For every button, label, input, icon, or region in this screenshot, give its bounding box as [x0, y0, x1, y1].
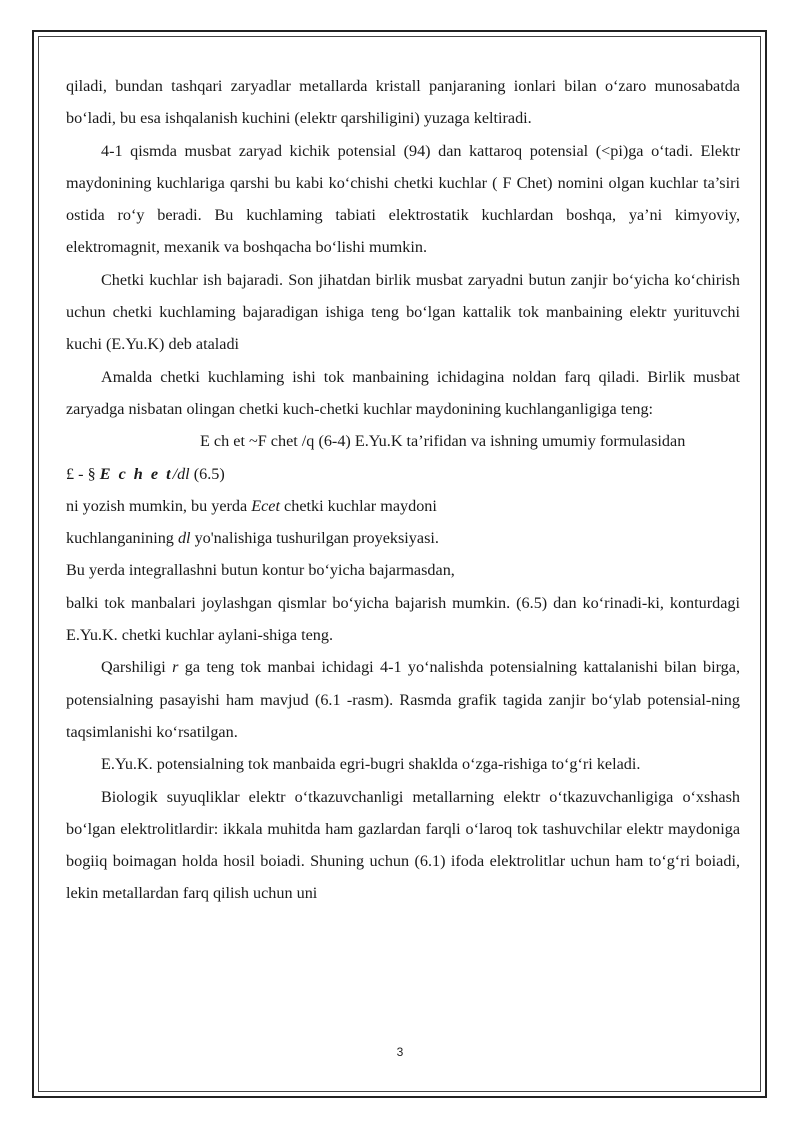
line-ni-ecet: Ecet	[251, 496, 280, 515]
line-kuch-dl: dl	[177, 529, 191, 548]
paragraph-formula-6-4: E ch et ~F chet /q (6-4) E.Yu.K ta’rifidan va ishning umumiy formulasidan	[200, 432, 686, 451]
formula-bold-italic: E c h e t	[99, 464, 173, 483]
paragraph-biologik: Biologik suyuqliklar elektr o‘tkazuvchanligi metallarning elektr o‘tkazuvchanligiga o‘xshash bo‘lgan elektrolitlardir: ikkala muhitda ham gazlardan farqli o‘laroq tok tashuvchilar elektr maydoniga bogiiq boimagan holda hosil boiadi. Shuning uchun (6.1) ifoda elektrolitlar uchun ham to‘g‘ri boiadi, lekin metallardan farq qilish uchun uni	[66, 787, 740, 903]
qarsh-text-1: Qarshiligi	[101, 658, 173, 677]
formula-number: (6.5)	[193, 464, 225, 483]
page-number: 3	[396, 1045, 404, 1059]
line-ni-text-2: chetki kuchlar maydoni	[280, 496, 437, 515]
paragraph-4: Amalda chetki kuchlaming ishi tok manbaining ichidagina noldan farq qiladi. Birlik musbat zaryadga nisbatan olingan chetki kuch-chetki kuchlar maydonining kuchlanganligiga teng:	[66, 367, 740, 418]
line-balki: balki tok manbalari joylashgan qismlar bo‘yicha bajarish mumkin. (6.5) dan ko‘rinadi-ki, konturdagi E.Yu.K. chetki kuchlar aylani-shiga teng.	[66, 593, 740, 645]
document-body	[66, 70, 740, 910]
formula-6-5	[66, 458, 740, 490]
paragraph-1: qiladi, bundan tashqari zaryadlar metallarda kristall panjaraning ionlari bilan o‘zaro munosabatda bo‘ladi, bu esa ishqalanish kuchini (elektr qarshiligini) yuzaga keltiradi.	[66, 77, 740, 128]
paragraph-eyuk: E.Yu.K. potensialning tok manbaida egri-bugri shaklda o‘zga-rishiga to‘g‘ri keladi.	[101, 755, 641, 774]
formula-prefix: £ - §	[66, 464, 96, 483]
line-ni-yozish	[66, 490, 740, 522]
paragraph-3: Chetki kuchlar ish bajaradi. Son jihatdan birlik musbat zaryadni butun zanjir bo‘yicha ko‘chirish uchun chetki kuchlaming bajaradigan ishiga teng bo‘lgan kattalik tok manbaining elektr yurituvchi kuchi (E.Yu.K) deb ataladi	[66, 270, 740, 354]
line-bu-yerda: Bu yerda integrallashni butun kontur bo‘yicha bajarmasdan,	[66, 561, 455, 580]
line-kuch-text-2: yo'nalishiga tushurilgan proyeksiyasi.	[190, 529, 439, 548]
paragraph-qarshiligi	[66, 651, 740, 748]
qarsh-text-2: ga teng tok manbai ichidagi 4-1 yo‘nalishda potensialning kattalanishi bilan birga, potensialning pasayishi ham mavjud (6.1 -rasm). Rasmda grafik tagida zanjir bo‘ylab potensial-ning taqsimlanishi ko‘rsatilgan.	[66, 658, 740, 741]
line-kuch-text-1: kuchlanganining	[66, 529, 178, 548]
line-ni-text-1: ni yozish mumkin, bu yerda	[66, 496, 252, 515]
qarsh-r: r	[172, 658, 179, 677]
paragraph-2: 4-1 qismda musbat zaryad kichik potensial (94) dan kattaroq potensial (<pi)ga o‘tadi. Elektr maydonining kuchlariga qarshi bu kabi ko‘chishi chetki kuchlar ( F Chet) nomini olgan kuchlar ta’siri ostida ro‘y beradi. Bu kuchlaming tabiati elektrostatik kuchlardan boshqa, ya’ni kimyoviy, elektromagnit, mexanik va boshqacha bo‘lishi mumkin.	[66, 141, 740, 257]
line-kuchlanganining	[66, 522, 740, 554]
formula-italic: /dl	[172, 464, 190, 483]
